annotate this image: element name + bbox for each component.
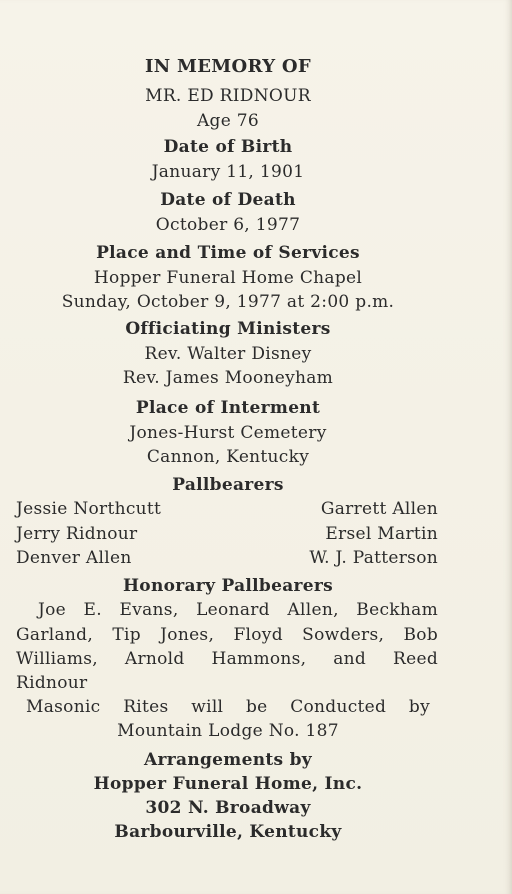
services-time: Sunday, October 9, 1977 at 2:00 p.m. [61, 292, 395, 312]
deceased-name: MR. ED RIDNOUR [145, 86, 311, 106]
age: Age 76 [196, 111, 260, 131]
pallbearer: W. J. Patterson [309, 548, 438, 568]
death-heading: Date of Death [160, 190, 296, 210]
pallbearer: Garrett Allen [320, 499, 438, 519]
honorary-line: Williams, Arnold Hammons, and Reed [16, 649, 438, 669]
masonic-line: Mountain Lodge No. 187 [117, 721, 339, 741]
funeral-home-city: Barbourville, Kentucky [114, 822, 342, 842]
masonic-line: Masonic Rites will be Conducted by [26, 697, 430, 717]
birth-heading: Date of Birth [163, 137, 293, 157]
birth-date: January 11, 1901 [151, 162, 305, 182]
funeral-home-address: 302 N. Broadway [145, 798, 311, 818]
interment-place: Jones-Hurst Cemetery [129, 423, 327, 443]
honorary-heading: Honorary Pallbearers [122, 576, 334, 596]
services-place: Hopper Funeral Home Chapel [93, 268, 363, 288]
interment-city: Cannon, Kentucky [146, 447, 310, 467]
card-title: IN MEMORY OF [145, 56, 311, 77]
arrangements-heading: Arrangements by [144, 750, 312, 770]
honorary-line: Ridnour [16, 673, 88, 693]
pallbearer: Ersel Martin [325, 524, 438, 544]
honorary-line: Garland, Tip Jones, Floyd Sowders, Bob [16, 625, 438, 645]
interment-heading: Place of Interment [135, 398, 321, 418]
minister: Rev. James Mooneyham [122, 368, 334, 388]
services-heading: Place and Time of Services [96, 243, 360, 263]
pallbearer: Jerry Ridnour [16, 524, 138, 544]
pallbearer: Jessie Northcutt [16, 499, 162, 519]
honorary-line: Joe E. Evans, Leonard Allen, Beckham [38, 600, 438, 620]
pallbearer: Denver Allen [16, 548, 132, 568]
pallbearers-heading: Pallbearers [172, 475, 284, 495]
minister: Rev. Walter Disney [144, 344, 312, 364]
ministers-heading: Officiating Ministers [125, 319, 331, 339]
funeral-home-name: Hopper Funeral Home, Inc. [93, 774, 363, 794]
death-date: October 6, 1977 [155, 215, 301, 235]
